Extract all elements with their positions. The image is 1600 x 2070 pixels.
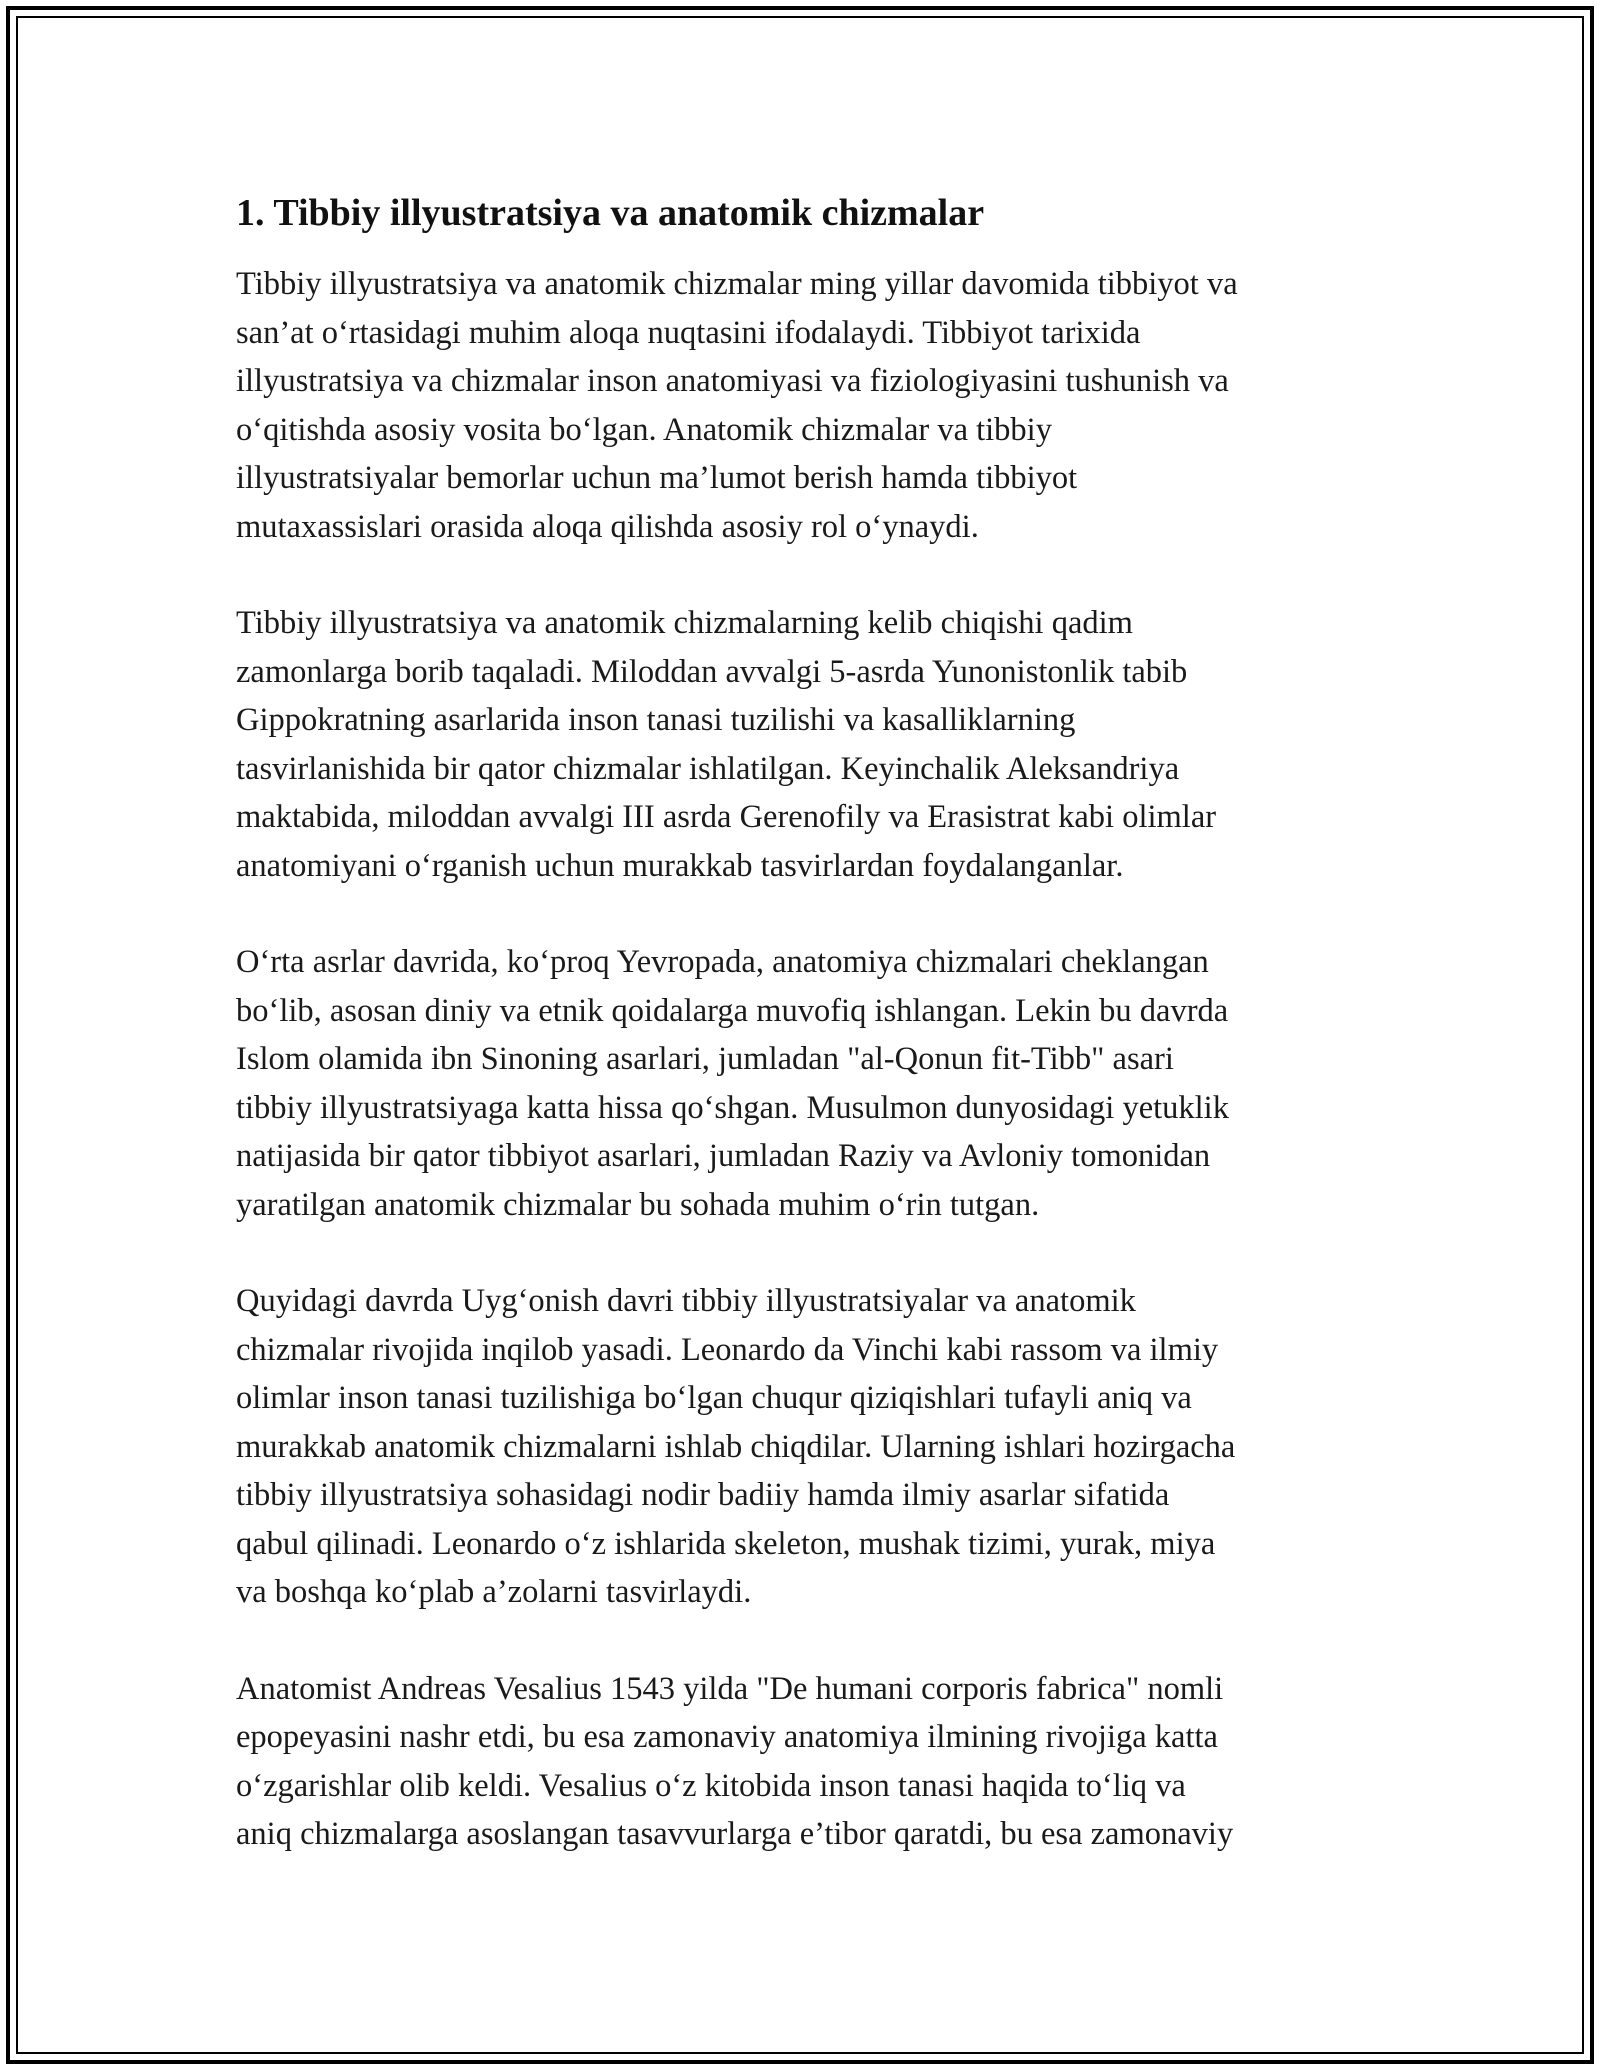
paragraph-line: chizmalar rivojida inqilob yasadi. Leonardo da Vinchi kabi rassom va ilmiy [236,1331,1219,1368]
paragraph [236,938,1376,1229]
paragraph-line: maktabida, miloddan avvalgi III asrda Gerenofily va Erasistrat kabi olimlar [236,799,1217,835]
paragraph [236,599,1376,890]
paragraph-line: va boshqa ko‘plab a’zolarni tasvirlaydi. [236,1574,752,1610]
paragraph-line: illyustratsiyalar bemorlar uchun ma’lumot berish hamda tibbiyot [236,460,1078,496]
paragraph-line: Quyidagi davrda Uyg‘onish davri tibbiy illyustratsiyalar va anatomik [236,1283,1136,1319]
paragraph-line: tasvirlanishida bir qator chizmalar ishlatilgan. Keyinchalik Aleksandriya [236,750,1180,787]
paragraph-line: bo‘lib, asosan diniy va etnik qoidalarga muvofiq ishlangan. Lekin bu davrda [236,992,1229,1029]
paragraph-line: Tibbiy illyustratsiya va anatomik chizmalarning kelib chiqishi qadim [236,605,1133,641]
paragraph [236,1277,1376,1617]
paragraph-line: tibbiy illyustratsiyaga katta hissa qo‘shgan. Musulmon dunyosidagi yetuklik [236,1089,1229,1126]
paragraph-line: tibbiy illyustratsiya sohasidagi nodir badiiy hamda ilmiy asarlar sifatida [236,1477,1170,1513]
paragraph-line: O‘rta asrlar davrida, ko‘proq Yevropada, anatomiya chizmalari cheklangan [236,944,1209,980]
paragraph-line: Tibbiy illyustratsiya va anatomik chizmalar ming yillar davomida tibbiyot va [236,266,1238,302]
paragraph-line: o‘zgarishlar olib keldi. Vesalius o‘z kitobida inson tanasi haqida to‘liq va [236,1767,1186,1804]
paragraph-list [236,260,1376,1859]
paragraph-line: murakkab anatomik chizmalarni ishlab chiqdilar. Ularning ishlari hozirgacha [236,1428,1236,1465]
paragraph-line: natijasida bir qator tibbiyot asarlari, jumladan Raziy va Avloniy tomonidan [236,1138,1211,1174]
paragraph [236,260,1376,551]
paragraph-line: zamonlarga borib taqaladi. Miloddan avvalgi 5-asrda Yunonistonlik tabib [236,653,1188,690]
paragraph-line: Anatomist Andreas Vesalius 1543 yilda "De humani corporis fabrica" nomli [236,1670,1224,1707]
paragraph-line: illyustratsiya va chizmalar inson anatomiyasi va fiziologiyasini tushunish va [236,363,1229,399]
paragraph-line: o‘qitishda asosiy vosita bo‘lgan. Anatomik chizmalar va tibbiy [236,411,1052,448]
paragraph-line: qabul qilinadi. Leonardo o‘z ishlarida skeleton, mushak tizimi, yurak, miya [236,1525,1216,1562]
paragraph-line: Gippokratning asarlarida inson tanasi tuzilishi va kasalliklarning [236,702,1076,738]
document-body [236,188,1376,1907]
paragraph-line: epopeyasini nashr etdi, bu esa zamonaviy anatomiya ilmining rivojiga katta [236,1719,1218,1755]
paragraph-line: mutaxassislari orasida aloqa qilishda asosiy rol o‘ynaydi. [236,508,979,545]
paragraph-line: Islom olamida ibn Sinoning asarlari, jumladan "al-Qonun fit-Tibb" asari [236,1041,1174,1077]
paragraph-line: yaratilgan anatomik chizmalar bu sohada muhim o‘rin tutgan. [236,1186,1040,1223]
section-heading: 1. Tibbiy illyustratsiya va anatomik chizmalar [236,192,985,234]
paragraph [236,1665,1376,1859]
paragraph-line: san’at o‘rtasidagi muhim aloqa nuqtasini ifodalaydi. Tibbiyot tarixida [236,314,1141,351]
paragraph-line: aniq chizmalarga asoslangan tasavvurlarga e’tibor qaratdi, bu esa zamonaviy [236,1816,1234,1852]
paragraph-line: anatomiyani o‘rganish uchun murakkab tasvirlardan foydalanganlar. [236,847,1124,884]
paragraph-line: olimlar inson tanasi tuzilishiga bo‘lgan chuqur qiziqishlari tufayli aniq va [236,1380,1192,1416]
